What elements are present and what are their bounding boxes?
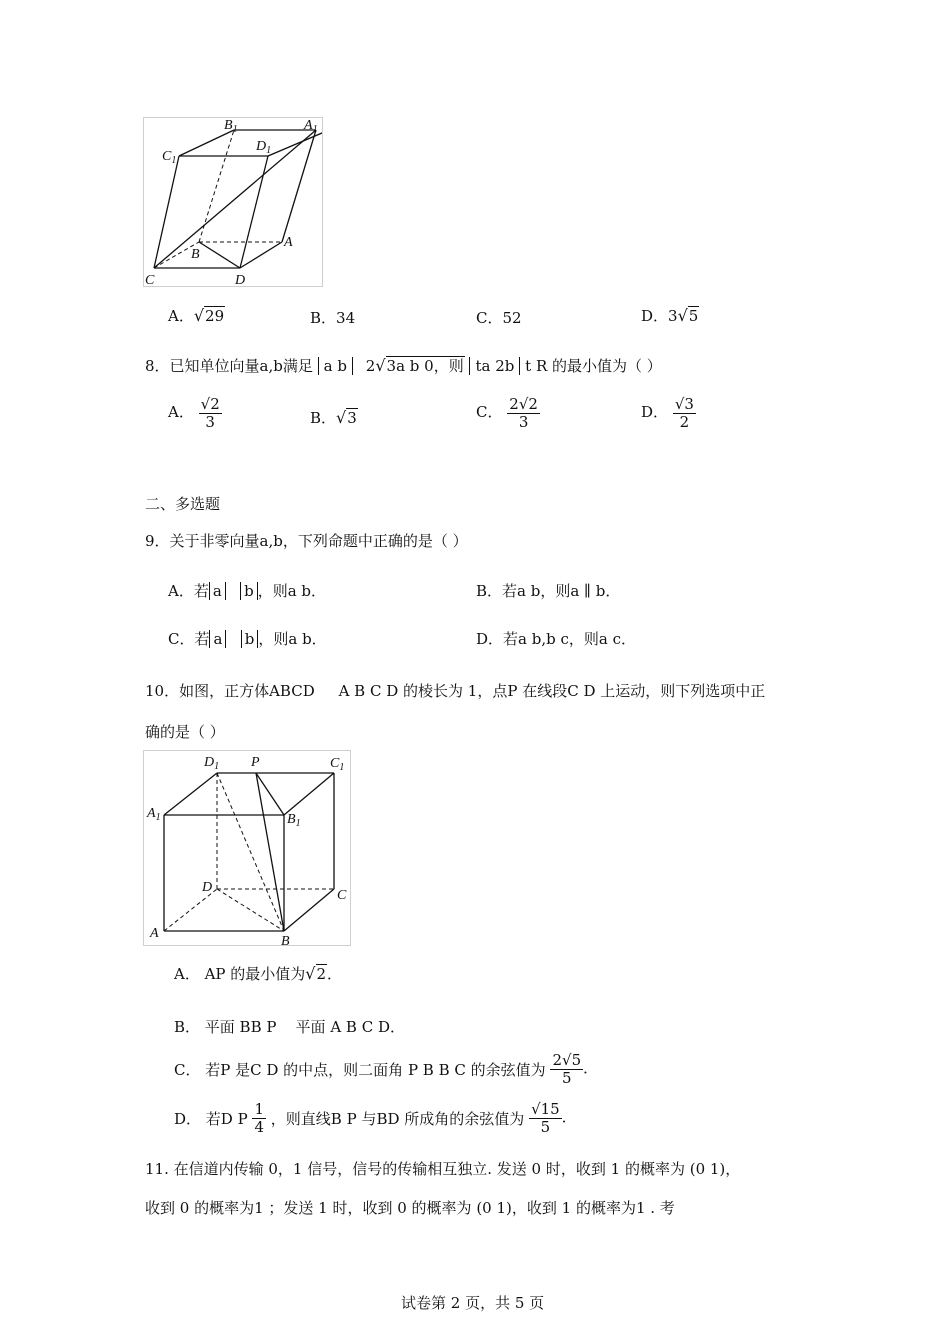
page-footer: 试卷第 2 页，共 5 页 [401, 1294, 545, 1312]
q7-option-c: C．52 [476, 309, 522, 327]
q10-option-b: B． 平面 BB P 平面 A B C D． [174, 1018, 405, 1036]
label-A: A [284, 235, 293, 250]
cube-figure [143, 750, 351, 946]
label-D: D [235, 273, 246, 286]
q10-option-d: D． 若D P $\frac{1}{4}$ ，则直线B P 与BD 所成角的余弦值为 $\frac{√15}{5}$ ． [174, 1100, 577, 1136]
q9-option-a: A．若 a b ，则a b． [168, 582, 327, 600]
q7-option-b: B．34 [310, 309, 356, 327]
q10-option-c: C． 若P 是C D 的中点，则二面角 P B B C 的余弦值为 $\frac{2√5}{5}$ ． [174, 1051, 599, 1087]
parallelepiped-figure [143, 117, 323, 287]
q10-stem-line1: 10．如图，正方体ABCD A B C D 的棱长为 1，点P 在线段C D 上运动，则下列选项中正 [145, 682, 766, 700]
label-B: B [281, 934, 290, 945]
section-title: 二、多选题 [145, 495, 221, 513]
label-P: P [251, 755, 260, 770]
q9-option-d: D．若a b,b c，则a c． [476, 630, 636, 648]
q10-option-a: A． AP 的最小值为√2． [174, 964, 343, 983]
label-B1: $B_1$ [287, 812, 301, 829]
label-C: C [337, 888, 347, 903]
q8-stem: 8．已知单位向量a,b满足 a b 2√3a b 0，则 ta 2b t R 的最小值为（ ） [145, 356, 662, 375]
q7-option-a: A．√29 [168, 306, 225, 325]
cube-diagram [144, 751, 350, 945]
label-B: B [191, 247, 200, 262]
label-A: A [150, 926, 159, 941]
label-A1: $A_1$ [304, 118, 318, 135]
label-A1: $A_1$ [147, 806, 161, 823]
label-C: C [145, 273, 155, 286]
q7-option-d: D．3√5 [641, 306, 699, 325]
q9-stem: 9．关于非零向量a,b，下列命题中正确的是（ ） [145, 532, 468, 550]
q10-stem-line2: 确的是（ ） [145, 723, 225, 741]
label-D1: $D_1$ [204, 755, 220, 772]
label-C1: $C_1$ [162, 149, 177, 166]
q8-option-a: A． $\frac{√2}{3}$ [168, 395, 220, 431]
label-B1: $B_1$ [224, 118, 238, 135]
q11-line2: 收到 0 的概率为1 ；发送 1 时，收到 0 的概率为 (0 1)，收到 1 的概率为1 . 考 [145, 1199, 675, 1217]
q8-option-c: C． $\frac{2√2}{3}$ [476, 395, 538, 431]
q9-option-c: C．若 a b ，则a b． [168, 630, 327, 648]
label-C1: $C_1$ [330, 756, 345, 773]
q11-line1: 11. 在信道内传输 0，1 信号，信号的传输相互独立. 发送 0 时，收到 1 的概率为 (0 1)， [145, 1160, 741, 1178]
label-D1: $D_1$ [256, 139, 272, 156]
q8-option-b: B．√3 [310, 408, 357, 427]
parallelepiped-diagram [144, 118, 322, 286]
q8-option-d: D． $\frac{√3}{2}$ [641, 395, 694, 431]
q9-option-b: B．若a b，则a ∥ b． [476, 582, 621, 600]
label-D: D [202, 880, 213, 895]
